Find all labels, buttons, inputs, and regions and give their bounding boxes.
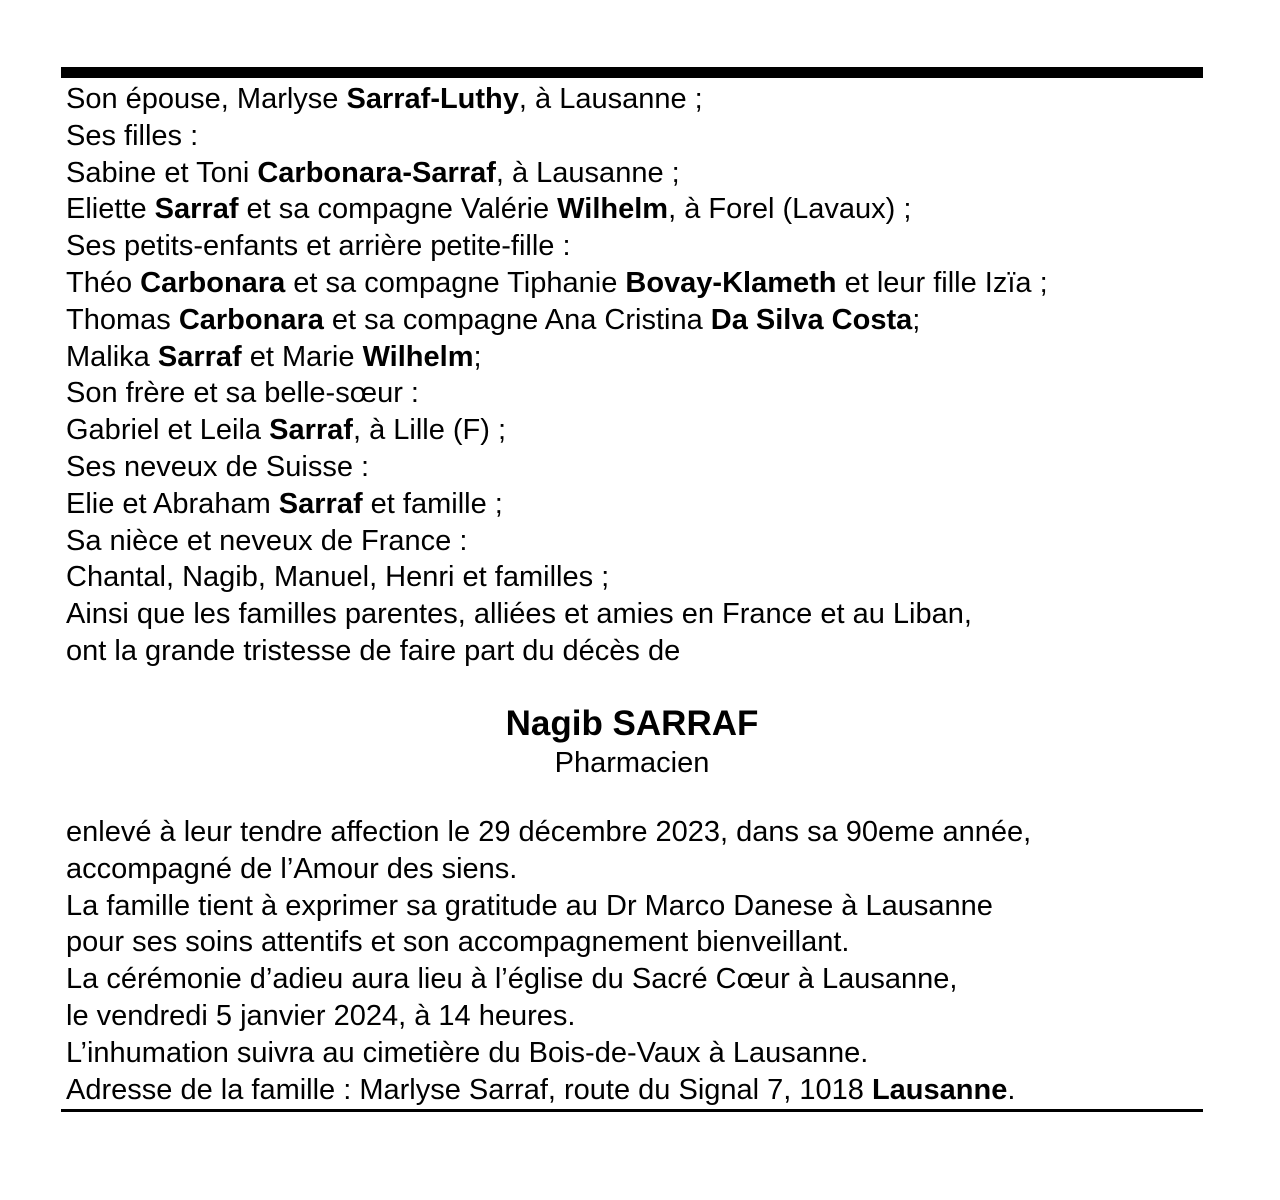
text-segment: ; — [473, 340, 482, 373]
text-segment: . — [1007, 1073, 1016, 1106]
bold-surname: Wilhelm — [557, 193, 669, 226]
bold-surname: Carbonara — [178, 303, 324, 336]
details-line — [66, 924, 1031, 961]
bold-surname: Sarraf — [269, 414, 353, 447]
family-line — [66, 596, 1048, 633]
text-segment: La famille tient à exprimer sa gratitude au Dr Marco Danese à Lausanne — [66, 889, 993, 922]
text-segment: et sa compagne Valérie — [238, 193, 558, 226]
family-line — [66, 449, 1048, 486]
bold-surname: Wilhelm — [362, 340, 474, 373]
bold-surname: Bovay-Klameth — [625, 266, 837, 299]
bottom-border-rule — [61, 1109, 1203, 1112]
family-line — [66, 155, 1048, 192]
details-line — [66, 998, 1031, 1035]
text-segment: Ses petits-enfants et arrière petite-fille : — [66, 230, 571, 263]
text-segment: et leur fille Izïa ; — [836, 266, 1048, 299]
bold-surname: Sarraf — [278, 487, 363, 520]
text-segment: Thomas — [66, 303, 179, 336]
text-segment: Adresse de la famille : Marlyse Sarraf, route du Signal 7, 1018 — [66, 1073, 872, 1106]
text-segment: La cérémonie d’adieu aura lieu à l’église du Sacré Cœur à Lausanne, — [66, 963, 958, 996]
details-line — [66, 1072, 1031, 1109]
family-line — [66, 118, 1048, 155]
ceremony-details — [66, 814, 1031, 1108]
bold-surname: Sarraf-Luthy — [346, 83, 519, 115]
text-segment: ; — [912, 303, 921, 336]
family-line — [66, 633, 1048, 670]
text-segment: Gabriel et Leila — [66, 414, 270, 447]
text-segment: Théo — [66, 266, 141, 299]
text-segment: Eliette — [66, 193, 155, 226]
family-line — [66, 265, 1048, 302]
bold-surname: Sarraf — [157, 340, 242, 373]
text-segment: pour ses soins attentifs et son accompagnement bienveillant. — [66, 926, 850, 959]
top-border-rule — [61, 67, 1203, 78]
details-line — [66, 814, 1031, 851]
text-segment: enlevé à leur tendre affection le 29 décembre 2023, dans sa 90eme année, — [66, 816, 1032, 848]
family-line — [66, 302, 1048, 339]
family-announcement — [66, 81, 1048, 670]
text-segment: Malika — [66, 340, 158, 373]
text-segment: , à Lille (F) ; — [352, 414, 507, 447]
text-segment: Ses filles : — [66, 119, 199, 152]
details-line — [66, 961, 1031, 998]
text-segment: et famille ; — [362, 487, 503, 520]
text-segment: Chantal, Nagib, Manuel, Henri et familles ; — [66, 561, 610, 594]
text-segment: Son frère et sa belle-sœur : — [66, 377, 419, 410]
bold-surname: Da Silva Costa — [710, 303, 913, 336]
family-line — [66, 375, 1048, 412]
text-segment: , à Lausanne ; — [518, 83, 703, 115]
text-segment: et sa compagne Tiphanie — [285, 266, 626, 299]
bold-surname: Carbonara-Sarraf — [257, 156, 496, 189]
text-segment: Ses neveux de Suisse : — [66, 450, 370, 483]
text-segment: , à Forel (Lavaux) ; — [668, 193, 912, 226]
text-segment: L’inhumation suivra au cimetière du Bois-de-Vaux à Lausanne. — [66, 1036, 869, 1069]
family-line — [66, 412, 1048, 449]
details-line — [66, 888, 1031, 925]
family-line — [66, 339, 1048, 376]
details-line — [66, 851, 1031, 888]
deceased-name: Nagib SARRAF — [505, 704, 759, 743]
text-segment: Ainsi que les familles parentes, alliées et amies en France et au Liban, — [66, 598, 972, 631]
text-segment: Elie et Abraham — [66, 487, 279, 520]
family-line — [66, 486, 1048, 523]
text-segment: le vendredi 5 janvier 2024, à 14 heures. — [66, 999, 576, 1032]
text-segment: accompagné de l’Amour des siens. — [66, 852, 518, 885]
deceased-profession: Pharmacien — [554, 747, 710, 779]
text-segment: Sa nièce et neveux de France : — [66, 524, 468, 557]
text-segment: ont la grande tristesse de faire part du décès de — [66, 634, 681, 667]
bold-surname: Lausanne — [871, 1073, 1008, 1106]
text-segment: et Marie — [241, 340, 363, 373]
text-segment: , à Lausanne ; — [495, 156, 680, 189]
family-line — [66, 523, 1048, 560]
family-line — [66, 191, 1048, 228]
text-segment: Son épouse, Marlyse — [66, 83, 347, 115]
family-line — [66, 559, 1048, 596]
bold-surname: Carbonara — [140, 266, 286, 299]
details-line — [66, 1035, 1031, 1072]
family-line — [66, 228, 1048, 265]
family-line — [66, 81, 1048, 118]
bold-surname: Sarraf — [154, 193, 239, 226]
text-segment: et sa compagne Ana Cristina — [323, 303, 711, 336]
text-segment: Sabine et Toni — [66, 156, 258, 189]
